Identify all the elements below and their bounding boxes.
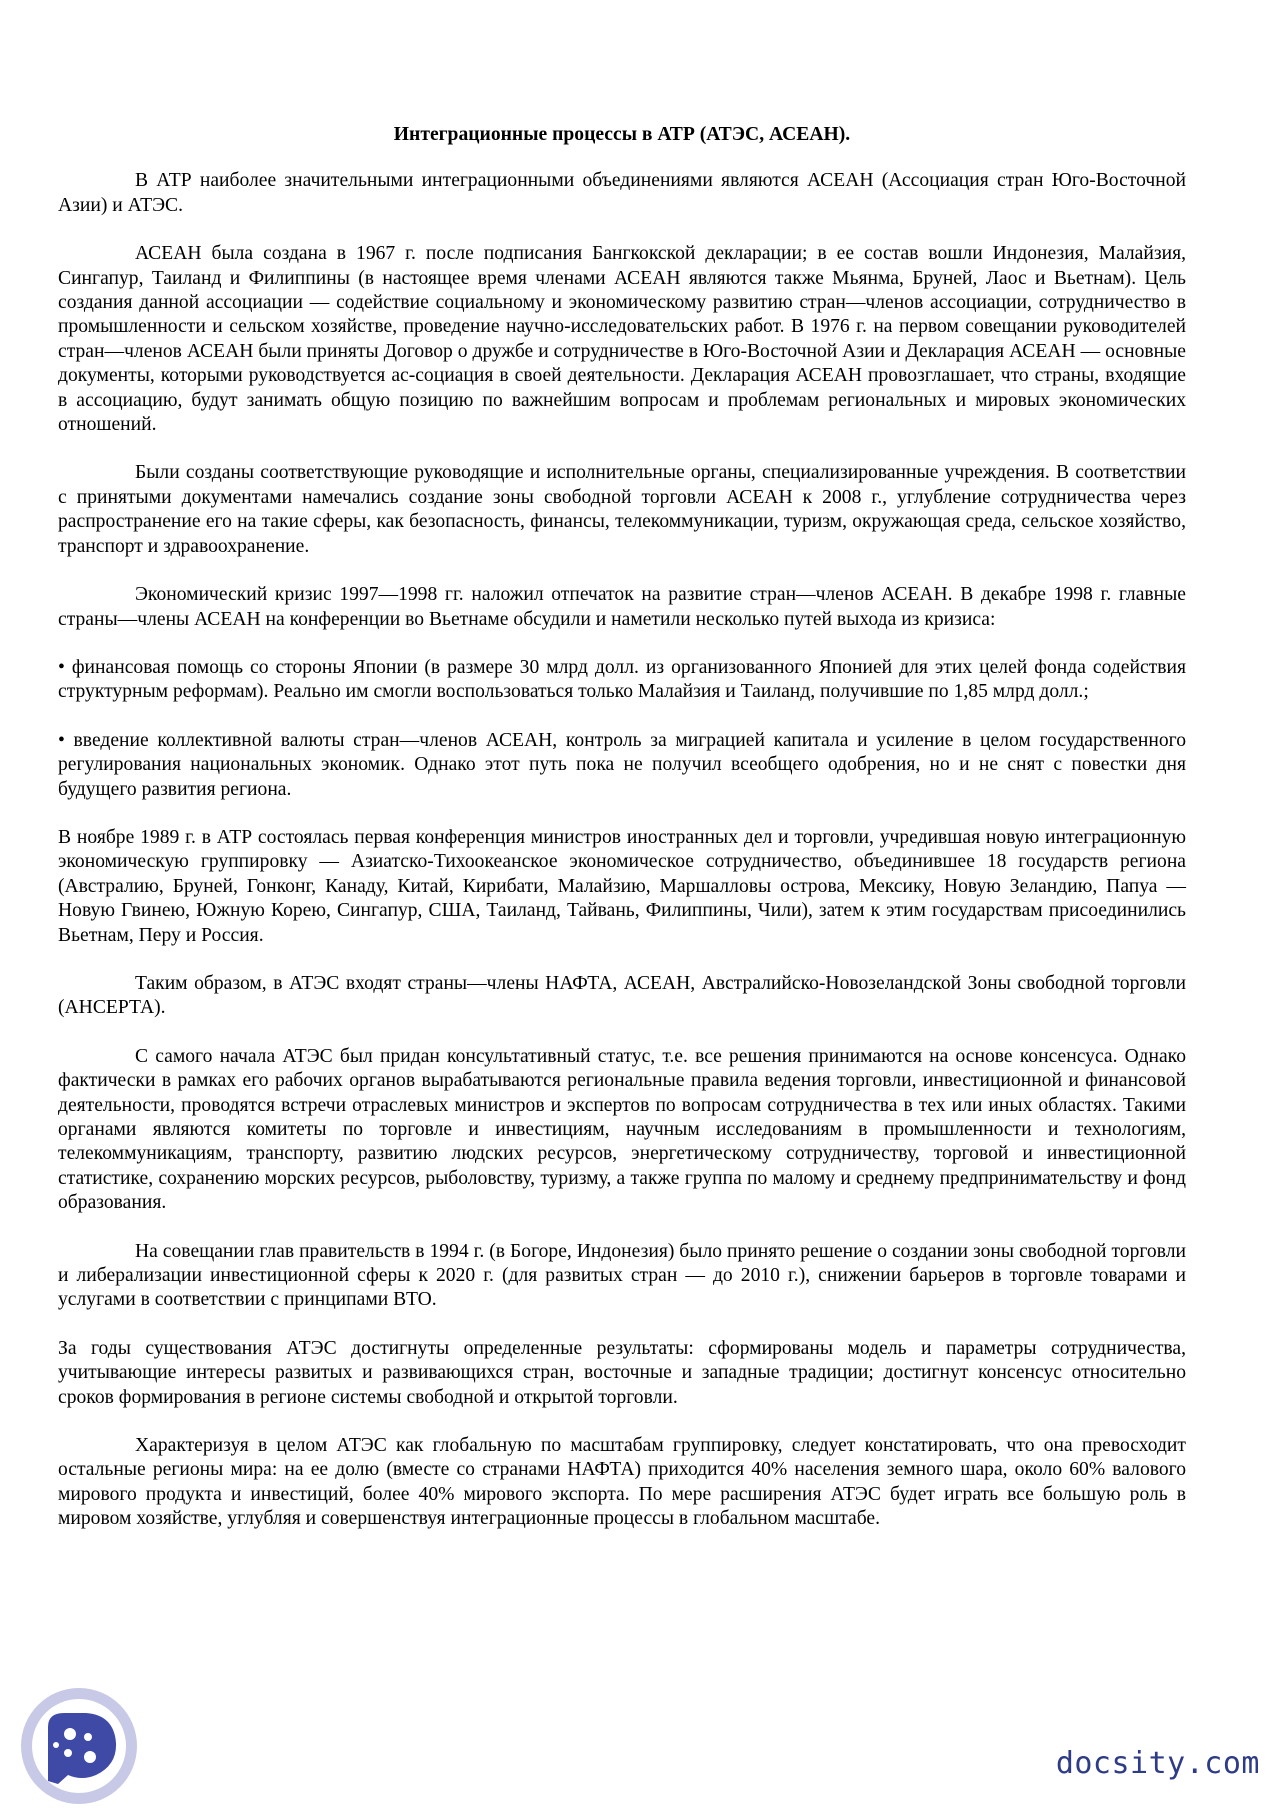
paragraph: АСЕАН была создана в 1967 г. после подписания Бангкокской декларации; в ее состав вошли Индонезия, Малайзия, Сингапур, Таиланд и Филиппины (в настоящее время членами АСЕАН являются также Мьянма, Бруней, Лаос и Вьетнам). Цель создания данной ассоциации — содействие социальному и экономическому развитию стран—членов ассоциации, сотрудничество в промышленности и сельском хозяйстве, проведение научно-исследовательских работ. В 1976 г. на первом совещании руководителей стран—членов АСЕАН были приняты Договор о дружбе и сотрудничестве в Юго-Восточной Азии и Декларация АСЕАН — основные документы, которыми руководствуется ас-социация в своей деятельности. Декларация АСЕАН провозглашает, что страны, входящие в ассоциацию, будут занимать общую позицию по важнейшим вопросам и проблемам региональных и мировых экономических отношений.: [58, 243, 1186, 436]
paragraph: Характеризуя в целом АТЭС как глобальную по масштабам группировку, следует констатировать, что она превосходит остальные регионы мира: на ее долю (вместе со странами НАФТА) приходится 40% населения земного шара, около 60% валового мирового продукта и инвестиций, более 40% мирового экспорта. По мере расширения АТЭС будет играть все большую роль в мировом хозяйстве, углубляя и совершенствуя интеграционные процессы в глобальном масштабе.: [58, 1435, 1186, 1530]
paragraph: Экономический кризис 1997—1998 гг. наложил отпечаток на развитие стран—членов АСЕАН. В декабре 1998 г. главные страны—члены АСЕАН на конференции во Вьетнаме обсудили и наметили несколько путей выхода из кризиса:: [58, 584, 1186, 630]
paragraph: На совещании глав правительств в 1994 г. (в Богоре, Индонезия) было принято решение о создании зоны свободной торговли и либерализации инвестиционной сферы к 2020 г. (для развитых стран — до 2010 г.), снижении барьеров в торговле товарами и услугами в соответствии с принципами ВТО.: [58, 1240, 1186, 1311]
docsity-logo-svg: [18, 1685, 140, 1807]
logo-dot: [84, 1751, 96, 1763]
paragraph: За годы существования АТЭС достигнуты определенные результаты: сформированы модель и параметры сотрудничества, учитывающие интересы развитых и развивающихся стран, восточные и западные традиции; достигнут консенсус относительно сроков формирования в регионе системы свободной и открытой торговли.: [58, 1337, 1186, 1408]
paragraph: В ноябре 1989 г. в АТР состоялась первая конференция министров иностранных дел и торговли, учредившая новую интеграционную экономическую группировку — Азиатско-Тихоокеанское экономическое сотрудничество, объединившее 18 государств региона (Австралию, Бруней, Гонконг, Канаду, Китай, Кирибати, Малайзию, Маршалловы острова, Мексику, Новую Зеландию, Папуа — Новую Гвинею, Южную Корею, Сингапур, США, Таиланд, Тайвань, Филиппины, Чили), затем к этим государствам присоединились Вьетнам, Перу и Россия.: [58, 826, 1186, 946]
paragraph: С самого начала АТЭС был придан консультативный статус, т.е. все решения принимаются на основе консенсуса. Однако фактически в рамках его рабочих органов вырабатываются региональные правила ведения торговли, инвестиционной и финансовой деятельности, проводятся встречи отраслевых министров и экспертов по вопросам сотрудничества в тех или иных областях. Такими органами являются комитеты по торговле и инвестициям, научным исследованиям в промышленности и технологиям, телекоммуникациям, транспорту, развитию людских ресурсов, энергетическому сотрудничеству, торговой и инвестиционной статистике, сохранению морских ресурсов, рыболовству, туризму, а также группа по малому и среднему предпринимательству и фонд образования.: [58, 1045, 1186, 1214]
logo-dot: [64, 1749, 72, 1757]
logo-dot: [53, 1742, 59, 1748]
paragraph: Были созданы соответствующие руководящие и исполнительные органы, специализированные учреждения. В соответствии с принятыми документами намечались создание зоны свободной торговли АСЕАН к 2008 г., углубление сотрудничества через распространение его на такие сферы, как безопасность, финансы, телекоммуникации, туризм, окружающая среда, сельское хозяйство, транспорт и здравоохранение.: [58, 462, 1186, 557]
document-title: Интеграционные процессы в АТР (АТЭС, АСЕАН).: [393, 124, 851, 145]
logo-dot: [84, 1733, 92, 1741]
bullet-paragraph: • введение коллективной валюты стран—членов АСЕАН, контроль за миграцией капитала и усиление в целом государственного регулирования национальных экономик. Однако этот путь пока не получил всеобщего одобрения, но и не снят с повестки дня будущего развития региона.: [58, 729, 1186, 800]
document-body: [58, 123, 1186, 1556]
paragraph: В АТР наиболее значительными интеграционными объединениями являются АСЕАН (Ассоциация стран Юго-Восточной Азии) и АТЭС.: [58, 170, 1186, 216]
bullet-paragraph: • финансовая помощь со стороны Японии (в размере 30 млрд долл. из организованного Японией для этих целей фонда содействия структурным реформам). Реально им смогли воспользоваться только Малайзия и Таиланд, получившие по 1,85 млрд долл.;: [58, 656, 1186, 703]
paragraph: Таким образом, в АТЭС входят страны—члены НАФТА, АСЕАН, Австралийско-Новозеландской Зоны свободной торговли (АНСЕРТА).: [58, 972, 1186, 1019]
docsity-watermark[interactable]: docsity.com: [1055, 1746, 1260, 1781]
logo-dot: [64, 1728, 76, 1740]
docsity-logo-icon[interactable]: [18, 1685, 140, 1807]
